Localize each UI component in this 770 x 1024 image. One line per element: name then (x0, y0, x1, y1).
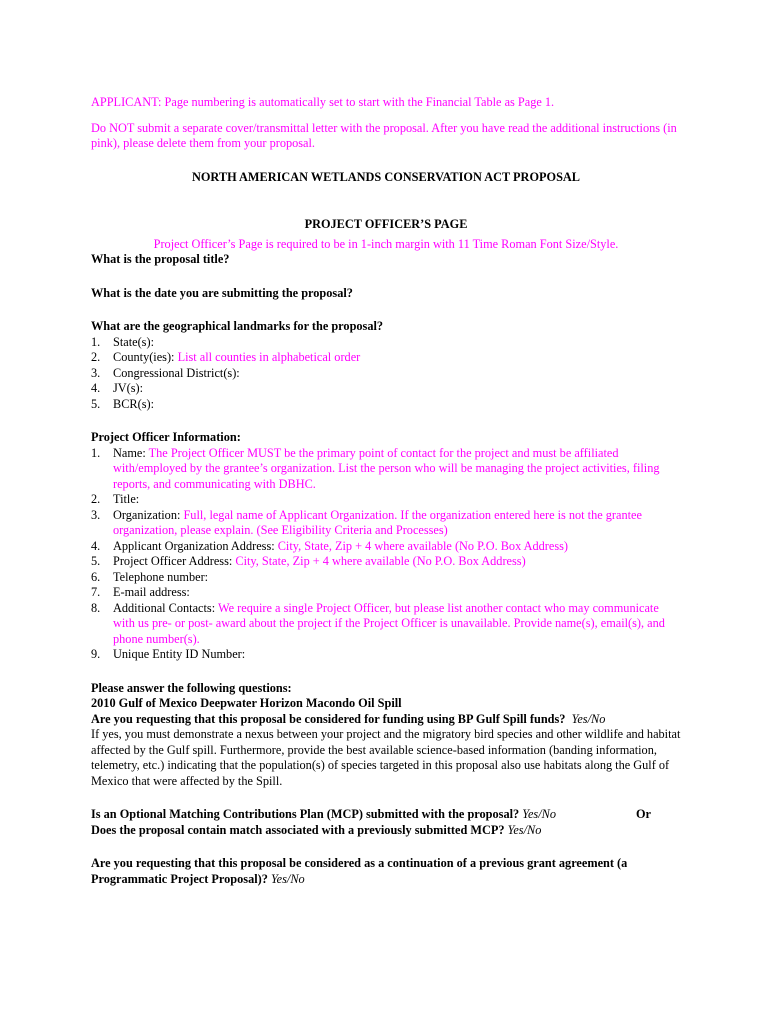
question-submission-date: What is the date you are submitting the proposal? (91, 285, 353, 300)
item-label: County(ies): (113, 350, 178, 364)
mcp-prev-question-text: Does the proposal contain match associated with a previously submitted MCP? (91, 822, 505, 837)
item-number: 3. (91, 507, 101, 522)
item-number: 3. (91, 365, 101, 380)
or-label: Or (635, 807, 651, 821)
questions-heading: Please answer the following questions: (91, 680, 292, 695)
list-item (91, 601, 681, 648)
mcp-question-text: Is an Optional Matching Contributions Plan (MCP) submitted with the proposal? (91, 807, 520, 821)
spill-answer[interactable]: Yes/No (571, 711, 606, 726)
item-label: Organization: (113, 507, 184, 522)
item-note: We require a single Project Officer, but please list another contact who may communicate with us pre- or post- award about the project if the Project Officer is unavailable. Provide name(s), email(s), and phone number(s). (113, 600, 665, 646)
list-item (91, 350, 681, 366)
continuation-question-text: Are you requesting that this proposal be considered as a continuation of a previous grant agreement (a Programmatic Project Proposal)? (91, 856, 628, 886)
item-number: 1. (91, 334, 101, 349)
item-note: City, State, Zip + 4 where available (No P.O. Box Address) (277, 538, 569, 553)
item-label: Applicant Organization Address: (113, 538, 278, 553)
mcp-answer[interactable]: Yes/No (522, 807, 556, 821)
document-title: NORTH AMERICAN WETLANDS CONSERVATION ACT PROPOSAL (191, 169, 581, 184)
list-item (91, 335, 681, 351)
item-number: 2. (91, 350, 101, 364)
list-item (91, 539, 681, 555)
continuation-question (91, 856, 681, 887)
item-label: Project Officer Address: (113, 554, 236, 568)
item-number: 8. (91, 600, 101, 615)
item-number: 9. (91, 647, 101, 661)
list-item (91, 446, 681, 493)
item-number: 5. (91, 396, 101, 411)
spill-question (91, 712, 681, 728)
list-item (91, 647, 681, 663)
spill-instructions: If yes, you must demonstrate a nexus between your project and the migratory bird species and other wildlife and habitat affected by the Gulf spill. Furthermore, provide the best available science-based information (banding information, telemetry, etc.) indicating that the population(s) of species targeted in this proposal also use habitats along the Gulf of Mexico that were affected by the Spill. (91, 727, 681, 788)
question-proposal-title: What is the proposal title? (91, 252, 230, 266)
item-note: City, State, Zip + 4 where available (No P.O. Box Address) (235, 554, 526, 568)
item-number: 7. (91, 585, 101, 599)
list-item (91, 381, 681, 397)
section-title: PROJECT OFFICER’S PAGE (304, 217, 468, 231)
item-number: 2. (91, 492, 101, 506)
cover-letter-note: Do NOT submit a separate cover/transmittal letter with the proposal. After you have read the additional instructions (in pink), please delete them from your proposal. (91, 120, 677, 150)
spill-heading: 2010 Gulf of Mexico Deepwater Horizon Macondo Oil Spill (91, 696, 402, 710)
list-item (91, 585, 681, 601)
page-numbering-note: APPLICANT: Page numbering is automatically set to start with the Financial Table as Page 1. (91, 95, 555, 109)
officer-list (91, 446, 681, 663)
document-page (91, 95, 681, 887)
item-label: Unique Entity ID Number: (113, 647, 246, 661)
item-label: Telephone number: (113, 569, 209, 584)
item-note: List all counties in alphabetical order (177, 350, 361, 364)
continuation-answer[interactable]: Yes/No (270, 871, 305, 886)
item-note: Full, legal name of Applicant Organization. If the organization entered here is not the grantee organization, please explain. (See Eligibility Criteria and Processes) (113, 507, 642, 537)
mcp-prev-answer[interactable]: Yes/No (507, 822, 542, 837)
list-item (91, 554, 681, 570)
item-label: State(s): (113, 334, 154, 349)
item-number: 1. (91, 445, 101, 460)
item-label: Name: (113, 445, 149, 460)
item-label: BCR(s): (113, 396, 154, 411)
landmarks-heading: What are the geographical landmarks for the proposal? (91, 319, 384, 333)
officer-heading: Project Officer Information: (91, 430, 241, 444)
item-number: 4. (91, 381, 101, 395)
item-number: 5. (91, 554, 101, 568)
item-label: JV(s): (113, 381, 144, 395)
mcp-question-row (91, 807, 681, 823)
item-label: Additional Contacts: (113, 600, 218, 615)
item-number: 6. (91, 569, 101, 584)
landmarks-list (91, 335, 681, 413)
item-label: E-mail address: (113, 585, 190, 599)
list-item (91, 508, 681, 539)
list-item (91, 397, 681, 413)
list-item (91, 366, 681, 382)
item-label: Congressional District(s): (113, 365, 240, 380)
spill-question-text: Are you requesting that this proposal be considered for funding using BP Gulf Spill funds? (91, 711, 566, 726)
item-number: 4. (91, 538, 101, 553)
item-note: The Project Officer MUST be the primary point of contact for the project and must be affiliated with/employed by the grantee’s organization. List the person who will be managing the project activities, filing reports, and communicating with DBHC. (113, 445, 660, 491)
list-item (91, 570, 681, 586)
item-label: Title: (113, 492, 140, 506)
list-item (91, 492, 681, 508)
format-note: Project Officer’s Page is required to be in 1-inch margin with 11 Time Roman Font Size/Style. (153, 236, 619, 251)
